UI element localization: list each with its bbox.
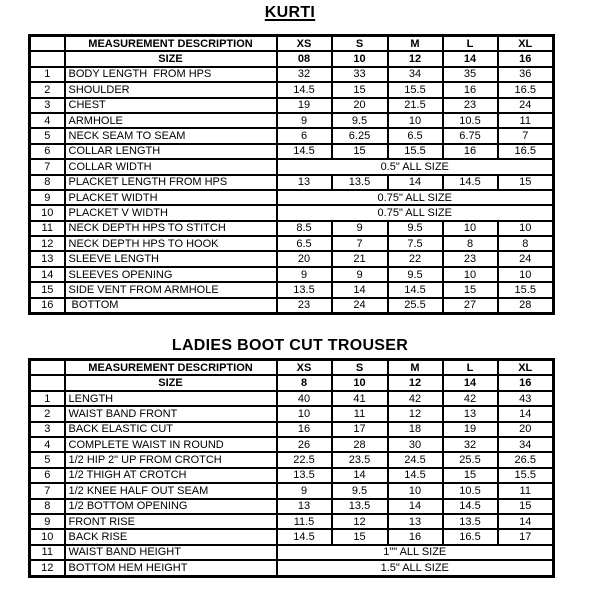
row-number-cell: 7	[30, 159, 65, 174]
measurement-row	[30, 406, 554, 421]
row-number-cell: 12	[30, 560, 65, 576]
size-value-cell: 14	[388, 175, 443, 190]
size-value-cell: 9.5	[388, 267, 443, 282]
size-value-cell: 9	[277, 483, 332, 498]
size-value-cell: 10	[498, 267, 554, 282]
kurti-measurement-table	[28, 34, 555, 315]
size-value-cell: 12	[388, 406, 443, 421]
measurement-row	[30, 545, 554, 560]
measurement-row	[30, 529, 554, 544]
measurement-description-cell: PLACKET LENGTH FROM HPS	[65, 175, 277, 190]
size-number-header-cell: 10	[332, 51, 388, 66]
row-number-cell: 1	[30, 391, 65, 406]
row-number-cell: 12	[30, 236, 65, 251]
measurement-description-cell: FRONT RISE	[65, 514, 277, 529]
row-number-cell: 15	[30, 282, 65, 297]
kurti-section	[28, 0, 552, 315]
measurement-row	[30, 267, 554, 282]
size-value-cell: 35	[443, 67, 498, 82]
size-header-row	[30, 375, 554, 390]
row-number-cell: 8	[30, 175, 65, 190]
size-number-header-cell: 14	[443, 51, 498, 66]
size-value-cell: 16.5	[498, 82, 554, 97]
size-value-cell: 11.5	[277, 514, 332, 529]
size-value-cell: 10	[443, 267, 498, 282]
size-value-cell: 14	[498, 514, 554, 529]
size-number-header-cell: 08	[277, 51, 332, 66]
all-size-value-cell: 1.5" ALL SIZE	[277, 560, 554, 576]
measurement-row	[30, 128, 554, 143]
size-value-cell: 10	[443, 221, 498, 236]
size-value-cell: 14	[388, 499, 443, 514]
size-value-cell: 27	[443, 298, 498, 314]
row-number-cell: 11	[30, 545, 65, 560]
size-value-cell: 6.75	[443, 128, 498, 143]
trouser-section	[28, 336, 552, 577]
row-number-cell: 9	[30, 190, 65, 205]
size-value-cell: 20	[498, 422, 554, 437]
row-number-cell: 1	[30, 67, 65, 82]
column-header-row	[30, 360, 554, 376]
kurti-title: KURTI	[264, 4, 316, 21]
trouser-title: LADIES BOOT CUT TROUSER	[171, 337, 409, 355]
measurement-description-cell: SLEEVES OPENING	[65, 267, 277, 282]
size-value-cell: 41	[332, 391, 388, 406]
measurement-row	[30, 144, 554, 159]
size-value-cell: 15	[498, 499, 554, 514]
row-number-cell: 4	[30, 437, 65, 452]
size-value-cell: 15	[332, 82, 388, 97]
trouser-measurement-table	[28, 358, 555, 577]
measurement-description-cell: BACK ELASTIC CUT	[65, 422, 277, 437]
row-number-cell: 7	[30, 483, 65, 498]
size-number-header-cell: 16	[498, 51, 554, 66]
size-value-cell: 43	[498, 391, 554, 406]
row-number-cell: 4	[30, 113, 65, 128]
size-value-cell: 14.5	[277, 144, 332, 159]
measurement-description-cell: COLLAR LENGTH	[65, 144, 277, 159]
measurement-description-cell: WAIST BAND FRONT	[65, 406, 277, 421]
size-value-cell: 24	[332, 298, 388, 314]
size-value-cell: 24	[498, 98, 554, 113]
size-number-header-cell: 8	[277, 375, 332, 390]
measurement-row	[30, 499, 554, 514]
size-value-cell: 6.5	[388, 128, 443, 143]
row-number-cell: 2	[30, 82, 65, 97]
size-value-cell: 26	[277, 437, 332, 452]
size-value-cell: 16.5	[443, 529, 498, 544]
row-number-header-cell	[30, 36, 65, 52]
size-value-cell: 17	[498, 529, 554, 544]
measurement-row	[30, 251, 554, 266]
measurement-row	[30, 67, 554, 82]
size-value-cell: 28	[498, 298, 554, 314]
measurement-description-cell: 1/2 THIGH AT CROTCH	[65, 468, 277, 483]
size-value-cell: 9.5	[332, 483, 388, 498]
size-column-header-l: L	[443, 36, 498, 52]
size-value-cell: 7	[332, 236, 388, 251]
row-number-cell: 5	[30, 452, 65, 467]
measurement-description-cell: BACK RISE	[65, 529, 277, 544]
size-value-cell: 10.5	[443, 113, 498, 128]
size-value-cell: 13.5	[277, 282, 332, 297]
measurement-row	[30, 175, 554, 190]
size-value-cell: 32	[277, 67, 332, 82]
size-number-header-cell: 16	[498, 375, 554, 390]
size-value-cell: 14.5	[388, 468, 443, 483]
size-value-cell: 8	[443, 236, 498, 251]
row-number-cell: 10	[30, 205, 65, 220]
row-number-cell: 3	[30, 98, 65, 113]
size-column-header-l: L	[443, 360, 498, 376]
size-value-cell: 14.5	[277, 82, 332, 97]
size-value-cell: 15	[498, 175, 554, 190]
all-size-value-cell: 0.75" ALL SIZE	[277, 205, 554, 220]
measurement-description-cell: NECK SEAM TO SEAM	[65, 128, 277, 143]
size-value-cell: 14	[332, 282, 388, 297]
size-value-cell: 25.5	[388, 298, 443, 314]
size-value-cell: 40	[277, 391, 332, 406]
measurement-row	[30, 221, 554, 236]
size-value-cell: 6.25	[332, 128, 388, 143]
row-number-header-cell	[30, 375, 65, 390]
size-value-cell: 30	[388, 437, 443, 452]
size-value-cell: 42	[443, 391, 498, 406]
size-column-header-m: M	[388, 360, 443, 376]
size-value-cell: 14.5	[443, 175, 498, 190]
row-number-cell: 8	[30, 499, 65, 514]
measurement-row	[30, 205, 554, 220]
row-number-cell: 16	[30, 298, 65, 314]
size-value-cell: 7.5	[388, 236, 443, 251]
measurement-description-cell: ARMHOLE	[65, 113, 277, 128]
size-value-cell: 21.5	[388, 98, 443, 113]
size-value-cell: 13.5	[332, 499, 388, 514]
size-value-cell: 15.5	[388, 82, 443, 97]
measurement-description-cell: PLACKET WIDTH	[65, 190, 277, 205]
size-value-cell: 23	[443, 98, 498, 113]
measurement-description-cell: WAIST BAND HEIGHT	[65, 545, 277, 560]
row-number-cell: 6	[30, 144, 65, 159]
size-value-cell: 17	[332, 422, 388, 437]
size-value-cell: 10.5	[443, 483, 498, 498]
size-value-cell: 34	[388, 67, 443, 82]
measurement-description-cell: COMPLETE WAIST IN ROUND	[65, 437, 277, 452]
size-value-cell: 24.5	[388, 452, 443, 467]
measurement-description-cell: CHEST	[65, 98, 277, 113]
size-value-cell: 23	[443, 251, 498, 266]
measurement-description-cell: NECK DEPTH HPS TO HOOK	[65, 236, 277, 251]
measurement-row	[30, 422, 554, 437]
size-value-cell: 10	[498, 221, 554, 236]
row-number-cell: 2	[30, 406, 65, 421]
description-header-cell: MEASUREMENT DESCRIPTION	[65, 36, 277, 52]
row-number-cell: 13	[30, 251, 65, 266]
size-value-cell: 13	[277, 175, 332, 190]
measurement-row	[30, 82, 554, 97]
measurement-description-cell: SIDE VENT FROM ARMHOLE	[65, 282, 277, 297]
row-number-cell: 5	[30, 128, 65, 143]
row-number-cell: 11	[30, 221, 65, 236]
size-value-cell: 9	[277, 267, 332, 282]
size-value-cell: 15	[332, 144, 388, 159]
size-value-cell: 20	[332, 98, 388, 113]
row-number-header-cell	[30, 51, 65, 66]
size-value-cell: 10	[388, 483, 443, 498]
size-value-cell: 15.5	[498, 468, 554, 483]
size-value-cell: 12	[332, 514, 388, 529]
measurement-row	[30, 98, 554, 113]
size-value-cell: 9.5	[332, 113, 388, 128]
size-header-row	[30, 51, 554, 66]
size-value-cell: 11	[498, 113, 554, 128]
measurement-description-cell: COLLAR WIDTH	[65, 159, 277, 174]
measurement-description-cell: LENGTH	[65, 391, 277, 406]
size-value-cell: 13.5	[443, 514, 498, 529]
row-number-cell: 10	[30, 529, 65, 544]
all-size-value-cell: 0.5" ALL SIZE	[277, 159, 554, 174]
size-value-cell: 13.5	[332, 175, 388, 190]
size-value-cell: 15	[443, 282, 498, 297]
row-number-cell: 14	[30, 267, 65, 282]
size-value-cell: 14.5	[277, 529, 332, 544]
size-value-cell: 11	[498, 483, 554, 498]
measurement-description-cell: BOTTOM	[65, 298, 277, 314]
size-number-header-cell: 12	[388, 375, 443, 390]
measurement-row	[30, 452, 554, 467]
size-value-cell: 7	[498, 128, 554, 143]
size-value-cell: 16	[277, 422, 332, 437]
measurement-description-cell: PLACKET V WIDTH	[65, 205, 277, 220]
size-value-cell: 9	[277, 113, 332, 128]
size-value-cell: 18	[388, 422, 443, 437]
size-value-cell: 16	[443, 144, 498, 159]
size-value-cell: 14.5	[388, 282, 443, 297]
measurement-description-cell: SHOULDER	[65, 82, 277, 97]
row-number-cell: 9	[30, 514, 65, 529]
size-value-cell: 10	[388, 113, 443, 128]
size-value-cell: 14	[332, 468, 388, 483]
size-number-header-cell: 14	[443, 375, 498, 390]
measurement-description-cell: BODY LENGTH FROM HPS	[65, 67, 277, 82]
size-column-header-xs: XS	[277, 36, 332, 52]
measurement-description-cell: 1/2 BOTTOM OPENING	[65, 499, 277, 514]
size-column-header-xl: XL	[498, 360, 554, 376]
size-value-cell: 19	[277, 98, 332, 113]
measurement-description-cell: 1/2 HIP 2" UP FROM CROTCH	[65, 452, 277, 467]
measurement-row	[30, 468, 554, 483]
size-value-cell: 22	[388, 251, 443, 266]
measurement-description-cell: BOTTOM HEM HEIGHT	[65, 560, 277, 576]
description-header-cell: MEASUREMENT DESCRIPTION	[65, 360, 277, 376]
size-value-cell: 19	[443, 422, 498, 437]
size-column-header-s: S	[332, 36, 388, 52]
size-value-cell: 23	[277, 298, 332, 314]
size-value-cell: 28	[332, 437, 388, 452]
measurement-row	[30, 236, 554, 251]
measurement-description-cell: NECK DEPTH HPS TO STITCH	[65, 221, 277, 236]
size-value-cell: 26.5	[498, 452, 554, 467]
size-value-cell: 6	[277, 128, 332, 143]
size-value-cell: 33	[332, 67, 388, 82]
size-value-cell: 15.5	[498, 282, 554, 297]
size-value-cell: 16.5	[498, 144, 554, 159]
size-value-cell: 21	[332, 251, 388, 266]
size-value-cell: 24	[498, 251, 554, 266]
size-column-header-xl: XL	[498, 36, 554, 52]
size-value-cell: 8	[498, 236, 554, 251]
size-value-cell: 13.5	[277, 468, 332, 483]
measurement-row	[30, 483, 554, 498]
size-number-header-cell: 10	[332, 375, 388, 390]
size-value-cell: 32	[443, 437, 498, 452]
size-value-cell: 6.5	[277, 236, 332, 251]
size-value-cell: 9	[332, 267, 388, 282]
size-row-label-cell: SIZE	[65, 375, 277, 390]
size-value-cell: 11	[332, 406, 388, 421]
column-header-row	[30, 36, 554, 52]
size-value-cell: 16	[443, 82, 498, 97]
size-value-cell: 13	[388, 514, 443, 529]
measurement-row	[30, 391, 554, 406]
size-value-cell: 14	[498, 406, 554, 421]
measurement-row	[30, 190, 554, 205]
measurement-row	[30, 514, 554, 529]
size-number-header-cell: 12	[388, 51, 443, 66]
size-value-cell: 23.5	[332, 452, 388, 467]
size-value-cell: 16	[388, 529, 443, 544]
measurement-row	[30, 282, 554, 297]
size-value-cell: 36	[498, 67, 554, 82]
size-value-cell: 15	[332, 529, 388, 544]
size-value-cell: 20	[277, 251, 332, 266]
measurement-row	[30, 159, 554, 174]
size-column-header-xs: XS	[277, 360, 332, 376]
measurement-description-cell: SLEEVE LENGTH	[65, 251, 277, 266]
row-number-cell: 3	[30, 422, 65, 437]
size-value-cell: 25.5	[443, 452, 498, 467]
row-number-cell: 6	[30, 468, 65, 483]
size-value-cell: 13	[277, 499, 332, 514]
size-value-cell: 34	[498, 437, 554, 452]
measurement-row	[30, 560, 554, 576]
size-value-cell: 9.5	[388, 221, 443, 236]
size-value-cell: 22.5	[277, 452, 332, 467]
size-value-cell: 8.5	[277, 221, 332, 236]
all-size-value-cell: 0.75" ALL SIZE	[277, 190, 554, 205]
size-column-header-s: S	[332, 360, 388, 376]
size-value-cell: 9	[332, 221, 388, 236]
all-size-value-cell: 1"" ALL SIZE	[277, 545, 554, 560]
measurement-row	[30, 437, 554, 452]
size-value-cell: 15.5	[388, 144, 443, 159]
row-number-header-cell	[30, 360, 65, 376]
measurement-row	[30, 113, 554, 128]
size-value-cell: 10	[277, 406, 332, 421]
size-value-cell: 42	[388, 391, 443, 406]
size-value-cell: 15	[443, 468, 498, 483]
size-value-cell: 13	[443, 406, 498, 421]
measurement-description-cell: 1/2 KNEE HALF OUT SEAM	[65, 483, 277, 498]
size-value-cell: 14.5	[443, 499, 498, 514]
size-column-header-m: M	[388, 36, 443, 52]
size-row-label-cell: SIZE	[65, 51, 277, 66]
measurement-row	[30, 298, 554, 314]
